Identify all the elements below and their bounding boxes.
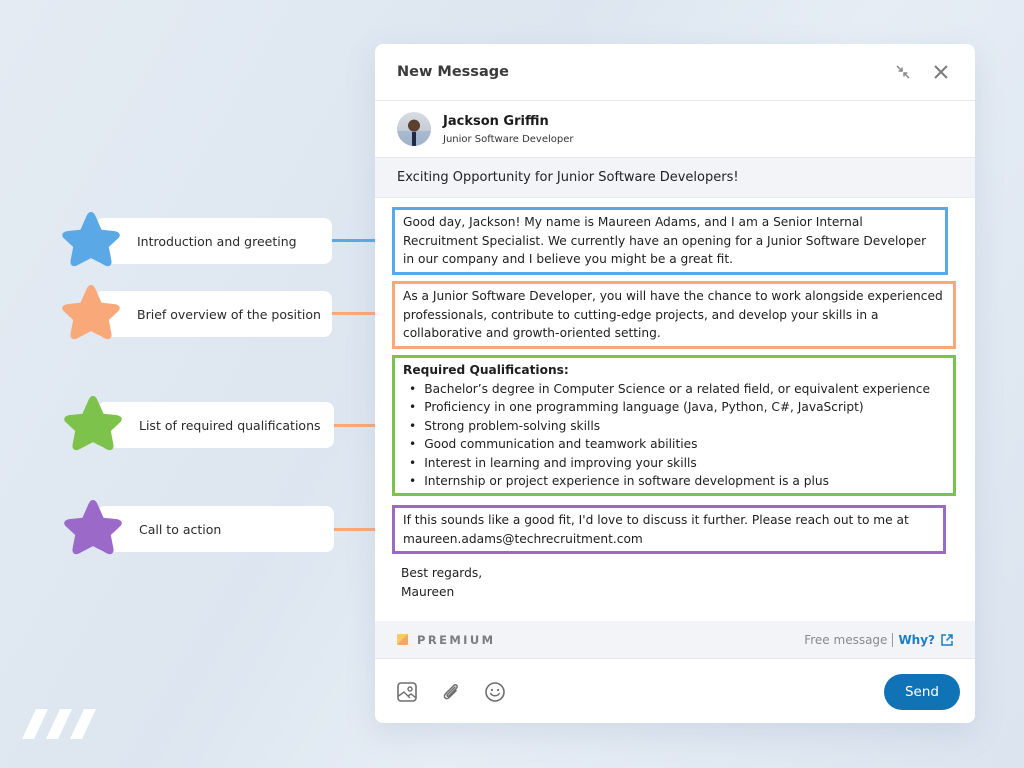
- subject-field[interactable]: Exciting Opportunity for Junior Software Developers!: [375, 158, 975, 198]
- qualifications-list: [403, 380, 945, 491]
- premium-label: PREMIUM: [417, 632, 496, 647]
- minimize-button[interactable]: [891, 60, 915, 84]
- overview-text: As a Junior Software Developer, you will have the chance to work alongside experienced professionals, contribute to cutting-edge projects, and develop your skills in a collaborative and growth-oriented setting.: [403, 289, 943, 340]
- star-icon: [60, 496, 126, 562]
- list-item: • Interest in learning and improving your skills: [409, 454, 945, 473]
- premium-icon: [397, 634, 408, 645]
- intro-paragraph: [392, 207, 948, 275]
- annotation-label-box: [97, 506, 334, 552]
- list-item: • Internship or project experience in software development is a plus: [409, 472, 945, 491]
- why-link[interactable]: Why?: [898, 632, 935, 647]
- annotation-label-box: [95, 218, 332, 264]
- annotation-label-box: [95, 291, 332, 337]
- emoji-icon: [484, 681, 506, 703]
- collapse-arrows-icon: [895, 64, 911, 80]
- divider: [892, 633, 893, 647]
- annotation-label: Introduction and greeting: [137, 233, 297, 249]
- recipient-role: Junior Software Developer: [443, 133, 574, 145]
- list-item: • Bachelor’s degree in Computer Science or a related field, or equivalent experience: [409, 380, 945, 399]
- overview-paragraph: [392, 281, 956, 349]
- intro-text: Good day, Jackson! My name is Maureen Adams, and I am a Senior Internal Recruitment Specialist. We currently have an opening for a Junior Software Developer in our company and I believe you might be a great fit.: [403, 215, 927, 266]
- star-icon: [60, 392, 126, 458]
- close-icon: [934, 65, 948, 79]
- paperclip-icon: [440, 681, 462, 703]
- list-item: • Good communication and teamwork abilities: [409, 435, 945, 454]
- qualifications-title: Required Qualifications:: [403, 363, 569, 377]
- external-link-button[interactable]: [941, 634, 953, 646]
- external-link-icon: [941, 634, 953, 646]
- cta-paragraph: [392, 505, 946, 554]
- list-item: • Proficiency in one programming language (Java, Python, C#, JavaScript): [409, 398, 945, 417]
- window-title: New Message: [397, 64, 509, 80]
- qualifications-block: [392, 355, 956, 496]
- recipient-name: Jackson Griffin: [443, 113, 549, 129]
- annotation-label: List of required qualifications: [139, 417, 321, 433]
- brand-logo-icon: [22, 709, 98, 739]
- free-message-label: Free message: [804, 632, 888, 647]
- signature-name: Maureen: [401, 585, 455, 599]
- insert-image-button[interactable]: [395, 680, 419, 704]
- attach-file-button[interactable]: [439, 680, 463, 704]
- star-icon: [58, 281, 124, 347]
- insert-emoji-button[interactable]: [483, 680, 507, 704]
- cta-text: If this sounds like a good fit, I'd love to discuss it further. Please reach out to me at: [403, 513, 909, 527]
- compose-window: [375, 44, 975, 723]
- avatar: [397, 112, 431, 146]
- premium-bar: [375, 621, 975, 659]
- closing-text: Best regards,: [401, 566, 483, 580]
- close-button[interactable]: [929, 60, 953, 84]
- send-button[interactable]: Send: [884, 674, 960, 710]
- annotation-label: Call to action: [139, 521, 222, 537]
- compose-header: [375, 44, 975, 101]
- annotation-label: Brief overview of the position: [137, 306, 321, 322]
- compose-toolbar: [375, 660, 975, 723]
- list-item: • Strong problem-solving skills: [409, 417, 945, 436]
- star-icon: [58, 208, 124, 274]
- annotation-label-box: [97, 402, 334, 448]
- signature-block: [401, 564, 482, 602]
- image-icon: [396, 681, 418, 703]
- recipient-row[interactable]: [375, 101, 975, 158]
- cta-email[interactable]: maureen.adams@techrecruitment.com: [403, 531, 643, 546]
